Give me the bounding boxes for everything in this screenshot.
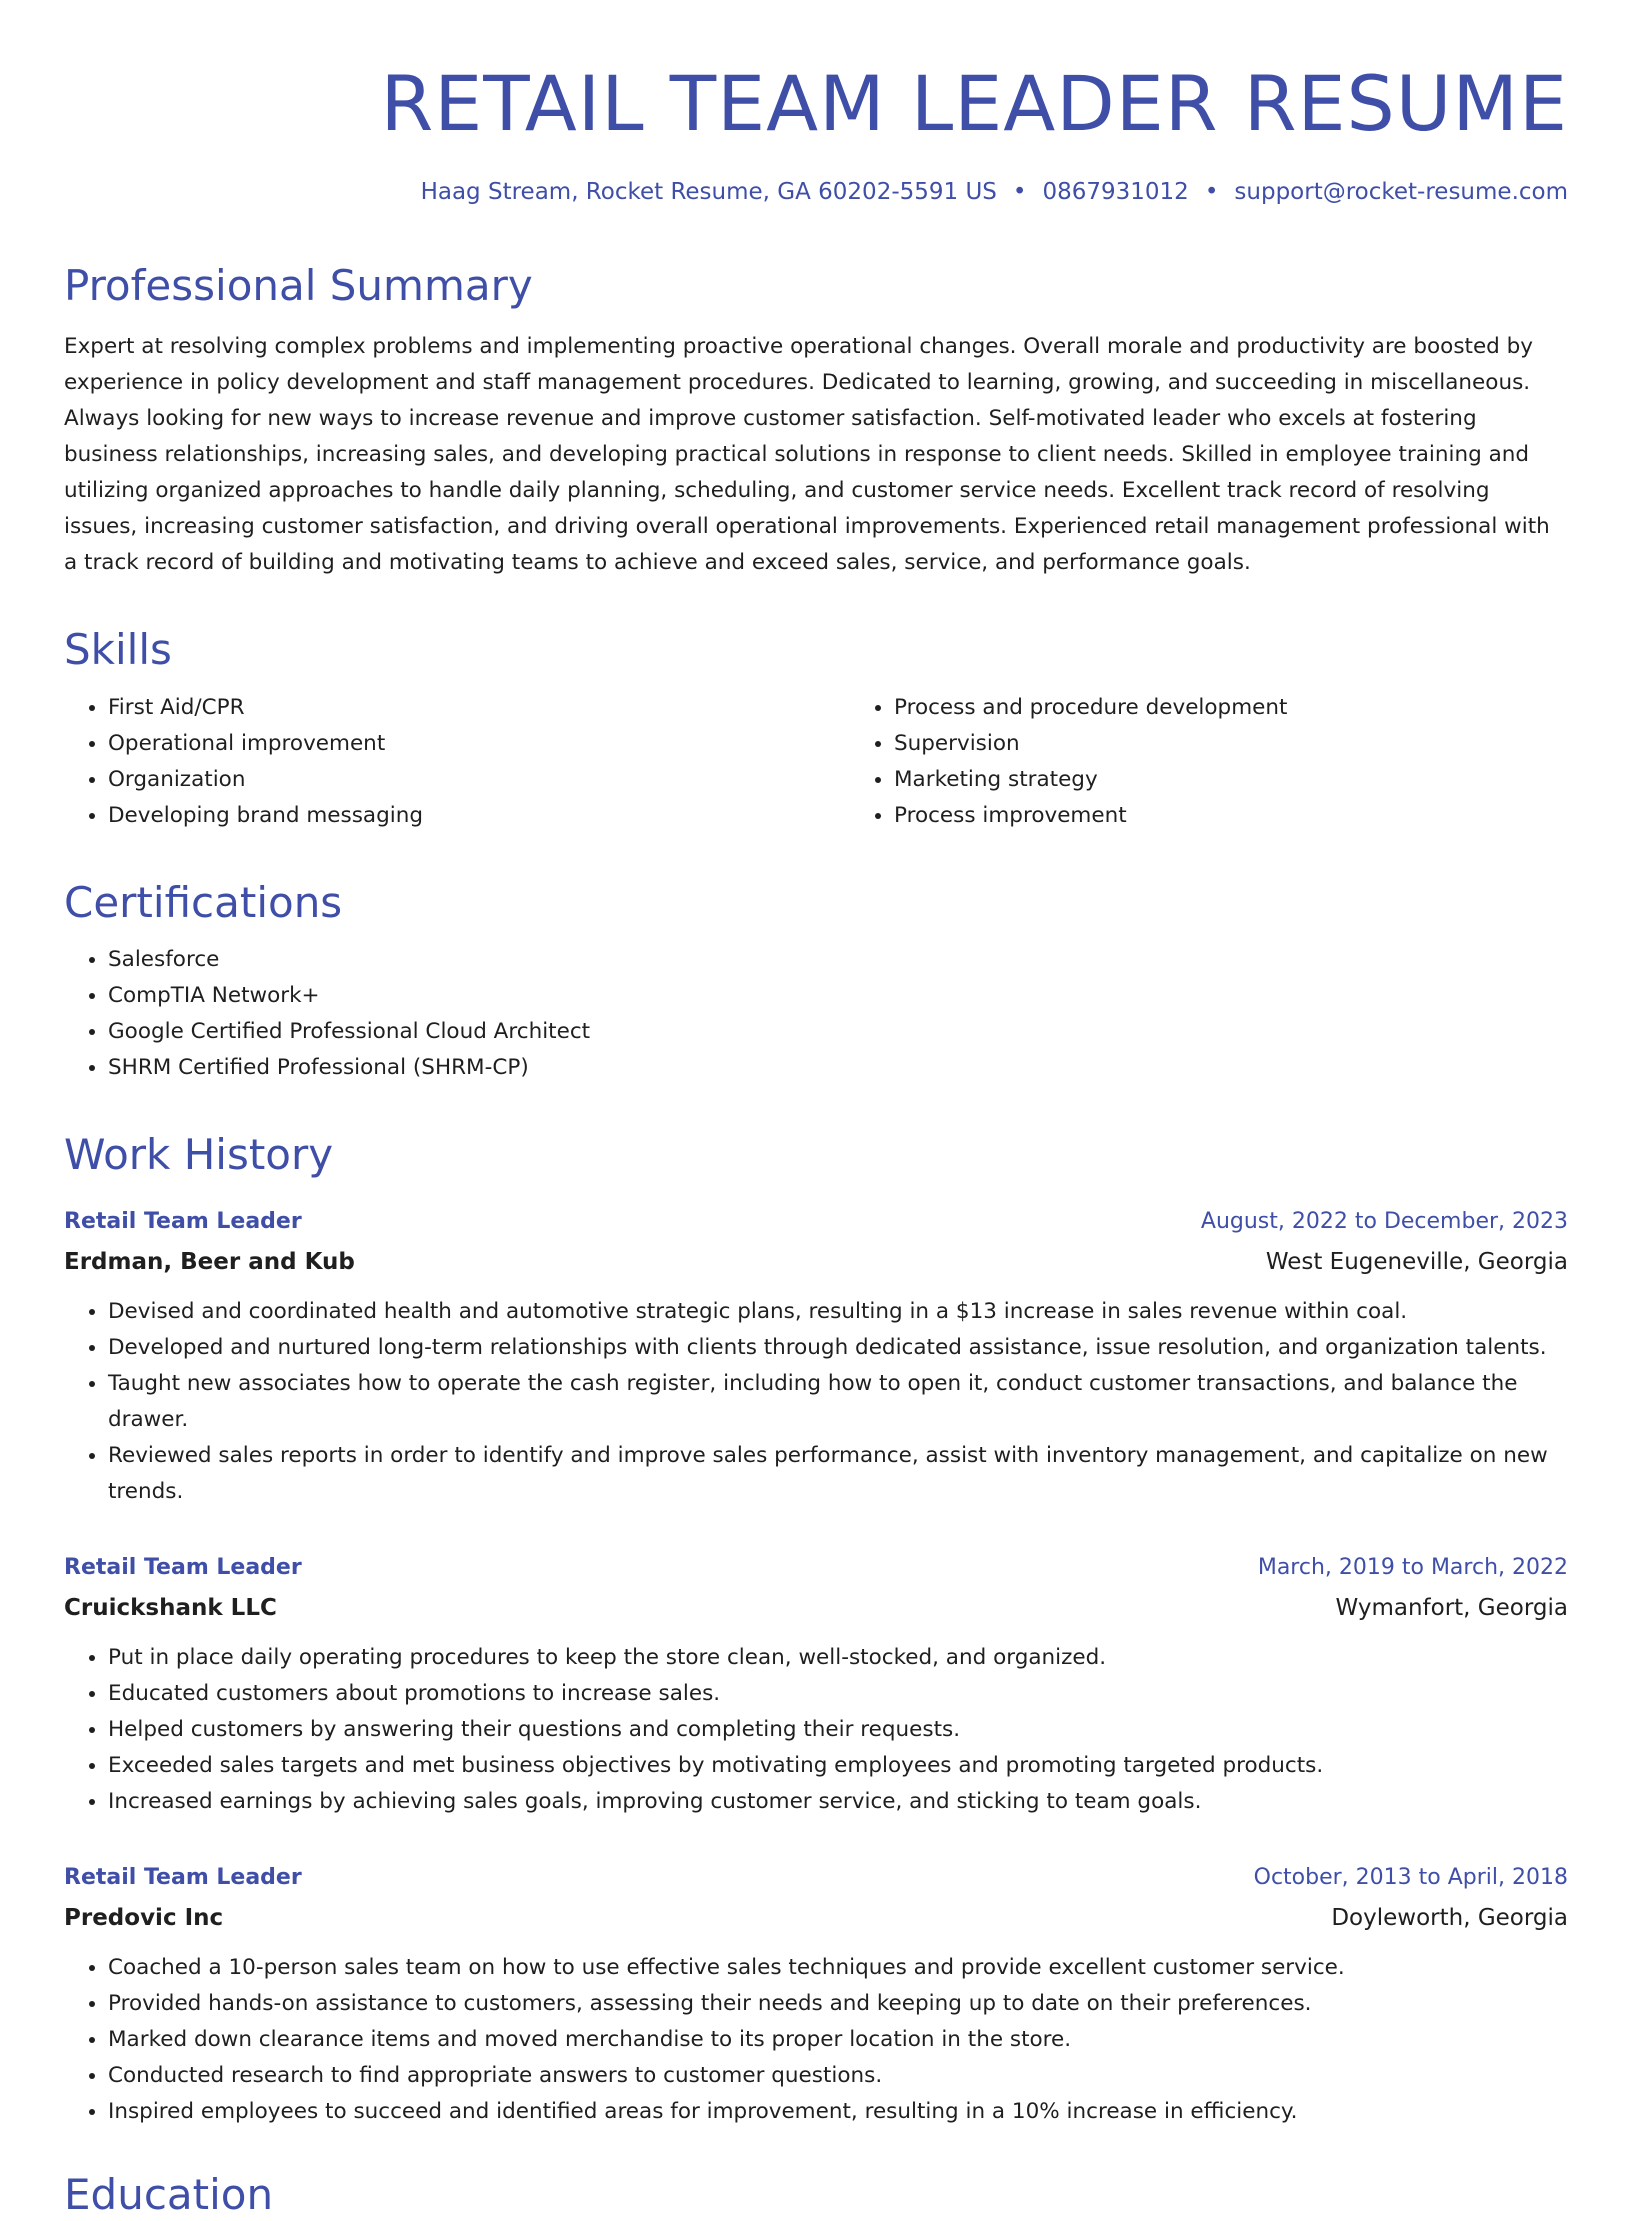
job-bullet: • Developed and nurtured long-term relationships with clients through dedicated assistance, issue resolution, and organization talents. xyxy=(108,1330,1568,1366)
skills-list-left xyxy=(64,690,850,834)
skills-columns xyxy=(64,690,1568,834)
job-company: Cruickshank LLC xyxy=(64,1595,277,1622)
skill-item: • Supervision xyxy=(894,726,1568,762)
job-header-row xyxy=(64,1202,1568,1242)
skill-item: • Operational improvement xyxy=(108,726,850,762)
skill-item: • Process improvement xyxy=(894,798,1568,834)
job-header-row xyxy=(64,1858,1568,1898)
job-bullet: • Put in place daily operating procedures to keep the store clean, well-stocked, and organized. xyxy=(108,1640,1568,1676)
job-location: Wymanfort, Georgia xyxy=(1335,1595,1568,1622)
job-bullet: • Exceeded sales targets and met business objectives by motivating employees and promoting targeted products. xyxy=(108,1748,1568,1784)
resume-page xyxy=(64,40,1568,2221)
certification-item: • Salesforce xyxy=(108,942,1568,978)
contact-email: support@rocket-resume.com xyxy=(1234,179,1568,206)
job-bullets xyxy=(64,1950,1568,2130)
job-location: West Eugeneville, Georgia xyxy=(1265,1249,1568,1276)
contact-separator: • xyxy=(1012,179,1027,206)
job-bullet: • Coached a 10-person sales team on how to use effective sales techniques and provide excellent customer service. xyxy=(108,1950,1568,1986)
contact-phone: 0867931012 xyxy=(1042,179,1189,206)
job-bullets xyxy=(64,1294,1568,1510)
job-company-row xyxy=(64,1898,1568,1938)
job-bullet: • Conducted research to find appropriate answers to customer questions. xyxy=(108,2058,1568,2094)
skills-heading: Skills xyxy=(64,625,172,675)
skill-item: • Process and procedure development xyxy=(894,690,1568,726)
job-bullet: • Helped customers by answering their questions and completing their requests. xyxy=(108,1712,1568,1748)
certification-item: • SHRM Certified Professional (SHRM-CP) xyxy=(108,1050,1568,1086)
work-history-heading: Work History xyxy=(64,1129,334,1179)
job-title: Retail Team Leader xyxy=(64,1209,302,1235)
contact-separator: • xyxy=(1204,179,1219,206)
summary-section xyxy=(64,261,1568,581)
certifications-section xyxy=(64,878,1568,1086)
job-bullet: • Increased earnings by achieving sales goals, improving customer service, and sticking to team goals. xyxy=(108,1784,1568,1820)
certification-item: • Google Certified Professional Cloud Architect xyxy=(108,1014,1568,1050)
education-heading: Education xyxy=(64,2170,274,2220)
summary-heading: Professional Summary xyxy=(64,260,533,310)
job-title: Retail Team Leader xyxy=(64,1865,302,1891)
skill-item: • Organization xyxy=(108,762,850,798)
job-bullet: • Provided hands-on assistance to customers, assessing their needs and keeping up to date on their preferences. xyxy=(108,1986,1568,2022)
skill-item: • Marketing strategy xyxy=(894,762,1568,798)
job-dates: March, 2019 to March, 2022 xyxy=(1257,1555,1568,1581)
job-bullet: • Devised and coordinated health and automotive strategic plans, resulting in a $13 increase in sales revenue within coal. xyxy=(108,1294,1568,1330)
job-company-row xyxy=(64,1588,1568,1628)
contact-line xyxy=(64,179,1568,207)
skill-item: • First Aid/CPR xyxy=(108,690,850,726)
job-title: Retail Team Leader xyxy=(64,1555,302,1581)
skills-list-right xyxy=(850,690,1568,834)
job-entry xyxy=(64,1858,1568,2130)
job-bullet: • Reviewed sales reports in order to identify and improve sales performance, assist with inventory management, and capitalize on new trends. xyxy=(108,1438,1568,1510)
job-dates: October, 2013 to April, 2018 xyxy=(1253,1865,1568,1891)
skill-item: • Developing brand messaging xyxy=(108,798,850,834)
job-bullet: • Taught new associates how to operate the cash register, including how to open it, conduct customer transactions, and balance the drawer. xyxy=(108,1366,1568,1438)
job-location: Doyleworth, Georgia xyxy=(1331,1905,1568,1932)
job-bullet: • Educated customers about promotions to increase sales. xyxy=(108,1676,1568,1712)
resume-title: RETAIL TEAM LEADER RESUME xyxy=(380,59,1568,148)
job-company: Predovic Inc xyxy=(64,1905,224,1932)
skills-section xyxy=(64,625,1568,833)
job-dates: August, 2022 to December, 2023 xyxy=(1200,1209,1568,1235)
job-entry xyxy=(64,1548,1568,1820)
certification-item: • CompTIA Network+ xyxy=(108,978,1568,1014)
job-company-row xyxy=(64,1242,1568,1282)
job-bullet: • Inspired employees to succeed and identified areas for improvement, resulting in a 10% increase in efficiency. xyxy=(108,2094,1568,2130)
work-history-section xyxy=(64,1130,1568,2130)
certifications-list xyxy=(64,942,1568,1086)
job-entry xyxy=(64,1202,1568,1510)
job-bullet: • Marked down clearance items and moved merchandise to its proper location in the store. xyxy=(108,2022,1568,2058)
job-bullets xyxy=(64,1640,1568,1820)
job-company: Erdman, Beer and Kub xyxy=(64,1249,355,1276)
job-header-row xyxy=(64,1548,1568,1588)
certifications-heading: Certifications xyxy=(64,877,343,927)
education-section xyxy=(64,2170,1568,2220)
summary-text: Expert at resolving complex problems and implementing proactive operational changes. Overall morale and productivity are boosted by experience in policy development and staff management procedures. Dedicated to learning, growing, and succeeding in miscellaneous. Always looking for new ways to increase revenue and improve customer satisfaction. Self-motivated leader who excels at fostering business relationships, increasing sales, and developing practical solutions in response to client needs. Skilled in employee training and utilizing organized approaches to handle daily planning, scheduling, and customer service needs. Excellent track record of resolving issues, increasing customer satisfaction, and driving overall operational improvements. Experienced retail management professional with a track record of building and motivating teams to achieve and exceed sales, service, and performance goals. xyxy=(64,334,1550,576)
contact-address: Haag Stream, Rocket Resume, GA 60202-5591 US xyxy=(420,179,997,206)
